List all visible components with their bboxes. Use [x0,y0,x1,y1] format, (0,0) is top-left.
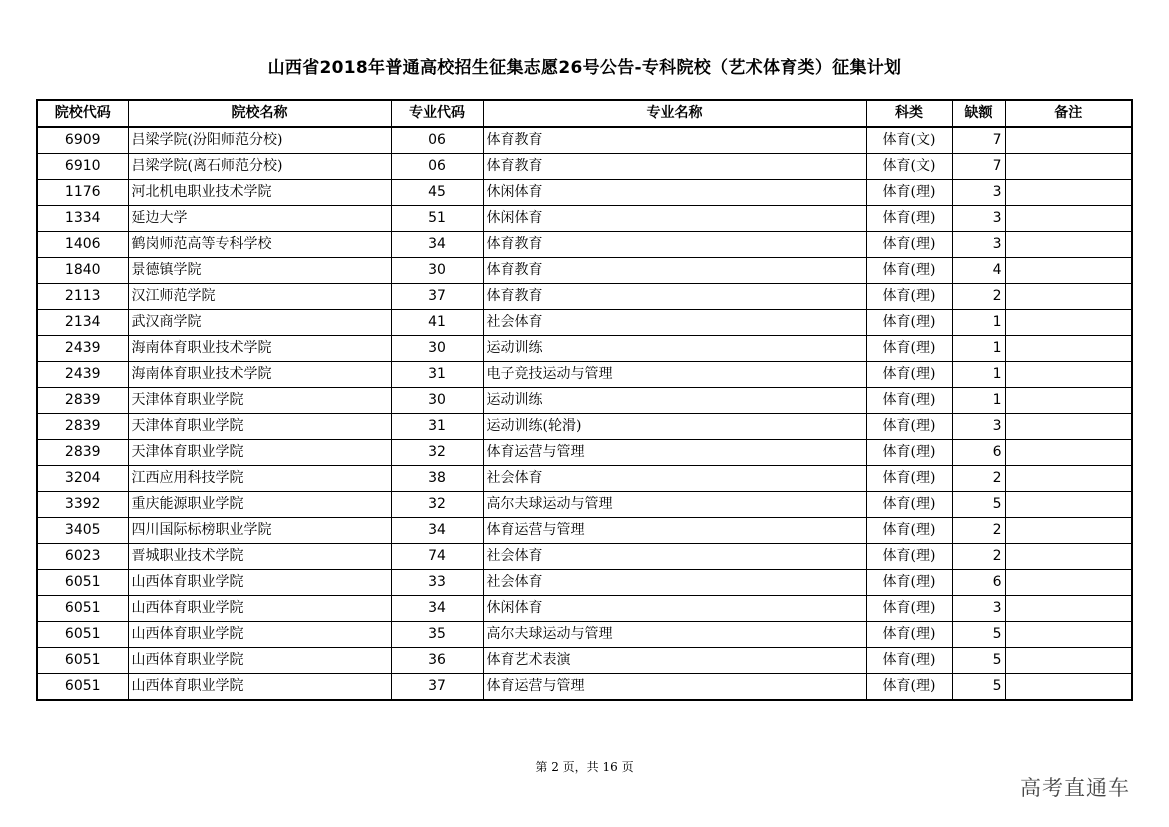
remarks-cell [1005,310,1132,336]
quota-cell: 1 [952,310,1005,336]
major-code-cell: 30 [391,388,483,414]
table-row [37,518,1132,544]
category-cell: 体育(理) [866,596,952,622]
school-code-cell: 6051 [37,570,128,596]
major-code-cell: 41 [391,310,483,336]
remarks-cell [1005,544,1132,570]
table-row [37,622,1132,648]
school-code-cell: 6023 [37,544,128,570]
major-name-cell: 社会体育 [483,310,866,336]
category-cell: 体育(理) [866,232,952,258]
major-code-cell: 37 [391,284,483,310]
major-code-cell: 37 [391,674,483,701]
page-title: 山西省2018年普通高校招生征集志愿26号公告-专科院校（艺术体育类）征集计划 [267,58,902,78]
major-name-cell: 体育教育 [483,154,866,180]
category-cell: 体育(理) [866,284,952,310]
school-name-cell: 河北机电职业技术学院 [128,180,391,206]
remarks-cell [1005,440,1132,466]
major-name-cell: 社会体育 [483,466,866,492]
school-code-cell: 6051 [37,596,128,622]
table-row [37,570,1132,596]
school-code-cell: 6051 [37,622,128,648]
school-name-cell: 晋城职业技术学院 [128,544,391,570]
category-cell: 体育(理) [866,544,952,570]
quota-cell: 1 [952,362,1005,388]
school-code-cell: 3392 [37,492,128,518]
major-name-cell: 体育教育 [483,232,866,258]
category-cell: 体育(理) [866,362,952,388]
major-name-cell: 运动训练 [483,388,866,414]
quota-cell: 3 [952,206,1005,232]
remarks-cell [1005,648,1132,674]
header-school-name: 院校名称 [128,100,391,127]
major-code-cell: 30 [391,258,483,284]
major-name-cell: 高尔夫球运动与管理 [483,622,866,648]
school-code-cell: 2439 [37,336,128,362]
quota-cell: 5 [952,622,1005,648]
category-cell: 体育(理) [866,258,952,284]
school-code-cell: 3405 [37,518,128,544]
school-name-cell: 山西体育职业学院 [128,648,391,674]
major-name-cell: 电子竞技运动与管理 [483,362,866,388]
category-cell: 体育(理) [866,648,952,674]
table-row [37,440,1132,466]
major-code-cell: 30 [391,336,483,362]
remarks-cell [1005,388,1132,414]
table-row [37,284,1132,310]
school-code-cell: 2134 [37,310,128,336]
quota-cell: 6 [952,570,1005,596]
quota-cell: 2 [952,284,1005,310]
school-name-cell: 山西体育职业学院 [128,570,391,596]
school-code-cell: 1334 [37,206,128,232]
quota-cell: 3 [952,180,1005,206]
school-name-cell: 天津体育职业学院 [128,388,391,414]
table-row [37,180,1132,206]
quota-cell: 2 [952,544,1005,570]
major-code-cell: 34 [391,232,483,258]
school-code-cell: 1840 [37,258,128,284]
major-name-cell: 体育艺术表演 [483,648,866,674]
major-name-cell: 体育教育 [483,127,866,154]
major-name-cell: 休闲体育 [483,206,866,232]
major-name-cell: 高尔夫球运动与管理 [483,492,866,518]
header-category: 科类 [866,100,952,127]
remarks-cell [1005,154,1132,180]
major-code-cell: 33 [391,570,483,596]
remarks-cell [1005,492,1132,518]
remarks-cell [1005,206,1132,232]
category-cell: 体育(理) [866,518,952,544]
watermark-logo: 高考直通车 [1020,776,1130,800]
table-row [37,336,1132,362]
major-name-cell: 社会体育 [483,544,866,570]
major-name-cell: 休闲体育 [483,180,866,206]
table-row [37,362,1132,388]
table-row [37,674,1132,701]
remarks-cell [1005,596,1132,622]
school-name-cell: 吕梁学院(离石师范分校) [128,154,391,180]
page-number: 第 2 页，共 16 页 [535,760,634,774]
quota-cell: 4 [952,258,1005,284]
major-name-cell: 体育教育 [483,258,866,284]
enrollment-plan-table [36,99,1133,701]
quota-cell: 7 [952,127,1005,154]
school-name-cell: 山西体育职业学院 [128,596,391,622]
table-row [37,154,1132,180]
school-name-cell: 四川国际标榜职业学院 [128,518,391,544]
school-name-cell: 汉江师范学院 [128,284,391,310]
school-name-cell: 景德镇学院 [128,258,391,284]
major-code-cell: 38 [391,466,483,492]
quota-cell: 2 [952,518,1005,544]
header-remarks: 备注 [1005,100,1132,127]
major-code-cell: 36 [391,648,483,674]
remarks-cell [1005,362,1132,388]
table-header-row [37,100,1132,127]
quota-cell: 5 [952,674,1005,701]
category-cell: 体育(理) [866,674,952,701]
table-row [37,310,1132,336]
major-name-cell: 体育运营与管理 [483,674,866,701]
category-cell: 体育(理) [866,388,952,414]
major-code-cell: 31 [391,362,483,388]
remarks-cell [1005,180,1132,206]
major-code-cell: 35 [391,622,483,648]
school-name-cell: 海南体育职业技术学院 [128,336,391,362]
quota-cell: 3 [952,232,1005,258]
school-code-cell: 6051 [37,674,128,701]
table-row [37,466,1132,492]
school-code-cell: 6051 [37,648,128,674]
school-code-cell: 2439 [37,362,128,388]
table-row [37,388,1132,414]
major-name-cell: 体育运营与管理 [483,518,866,544]
header-school-code: 院校代码 [37,100,128,127]
quota-cell: 5 [952,492,1005,518]
remarks-cell [1005,518,1132,544]
header-quota: 缺额 [952,100,1005,127]
school-name-cell: 吕梁学院(汾阳师范分校) [128,127,391,154]
category-cell: 体育(理) [866,206,952,232]
remarks-cell [1005,466,1132,492]
category-cell: 体育(理) [866,310,952,336]
quota-cell: 3 [952,414,1005,440]
school-name-cell: 天津体育职业学院 [128,414,391,440]
quota-cell: 1 [952,388,1005,414]
remarks-cell [1005,674,1132,701]
major-code-cell: 32 [391,440,483,466]
major-code-cell: 31 [391,414,483,440]
quota-cell: 2 [952,466,1005,492]
remarks-cell [1005,570,1132,596]
remarks-cell [1005,258,1132,284]
table-body [37,127,1132,700]
remarks-cell [1005,622,1132,648]
major-name-cell: 体育运营与管理 [483,440,866,466]
quota-cell: 3 [952,596,1005,622]
school-code-cell: 6910 [37,154,128,180]
category-cell: 体育(理) [866,466,952,492]
table-row [37,596,1132,622]
remarks-cell [1005,414,1132,440]
header-major-name: 专业名称 [483,100,866,127]
header-major-code: 专业代码 [391,100,483,127]
school-code-cell: 2839 [37,414,128,440]
major-name-cell: 体育教育 [483,284,866,310]
school-name-cell: 天津体育职业学院 [128,440,391,466]
table-row [37,648,1132,674]
table-row [37,414,1132,440]
major-code-cell: 34 [391,518,483,544]
major-code-cell: 34 [391,596,483,622]
category-cell: 体育(理) [866,492,952,518]
major-code-cell: 06 [391,154,483,180]
major-name-cell: 运动训练(轮滑) [483,414,866,440]
quota-cell: 5 [952,648,1005,674]
school-name-cell: 武汉商学院 [128,310,391,336]
remarks-cell [1005,127,1132,154]
school-code-cell: 1176 [37,180,128,206]
school-name-cell: 江西应用科技学院 [128,466,391,492]
quota-cell: 1 [952,336,1005,362]
remarks-cell [1005,232,1132,258]
school-name-cell: 重庆能源职业学院 [128,492,391,518]
major-name-cell: 运动训练 [483,336,866,362]
remarks-cell [1005,336,1132,362]
table-row [37,544,1132,570]
major-code-cell: 32 [391,492,483,518]
major-code-cell: 51 [391,206,483,232]
table-row [37,492,1132,518]
major-name-cell: 休闲体育 [483,596,866,622]
table-row [37,206,1132,232]
school-code-cell: 3204 [37,466,128,492]
category-cell: 体育(文) [866,154,952,180]
major-name-cell: 社会体育 [483,570,866,596]
quota-cell: 6 [952,440,1005,466]
school-name-cell: 延边大学 [128,206,391,232]
school-name-cell: 海南体育职业技术学院 [128,362,391,388]
school-code-cell: 1406 [37,232,128,258]
category-cell: 体育(理) [866,440,952,466]
school-code-cell: 2839 [37,388,128,414]
category-cell: 体育(理) [866,180,952,206]
school-name-cell: 鹤岗师范高等专科学校 [128,232,391,258]
major-code-cell: 06 [391,127,483,154]
major-code-cell: 45 [391,180,483,206]
school-name-cell: 山西体育职业学院 [128,622,391,648]
school-name-cell: 山西体育职业学院 [128,674,391,701]
quota-cell: 7 [952,154,1005,180]
category-cell: 体育(理) [866,336,952,362]
category-cell: 体育(理) [866,414,952,440]
major-code-cell: 74 [391,544,483,570]
school-code-cell: 2113 [37,284,128,310]
table-row [37,127,1132,154]
category-cell: 体育(理) [866,570,952,596]
table-row [37,232,1132,258]
table-row [37,258,1132,284]
school-code-cell: 2839 [37,440,128,466]
category-cell: 体育(文) [866,127,952,154]
school-code-cell: 6909 [37,127,128,154]
category-cell: 体育(理) [866,622,952,648]
remarks-cell [1005,284,1132,310]
